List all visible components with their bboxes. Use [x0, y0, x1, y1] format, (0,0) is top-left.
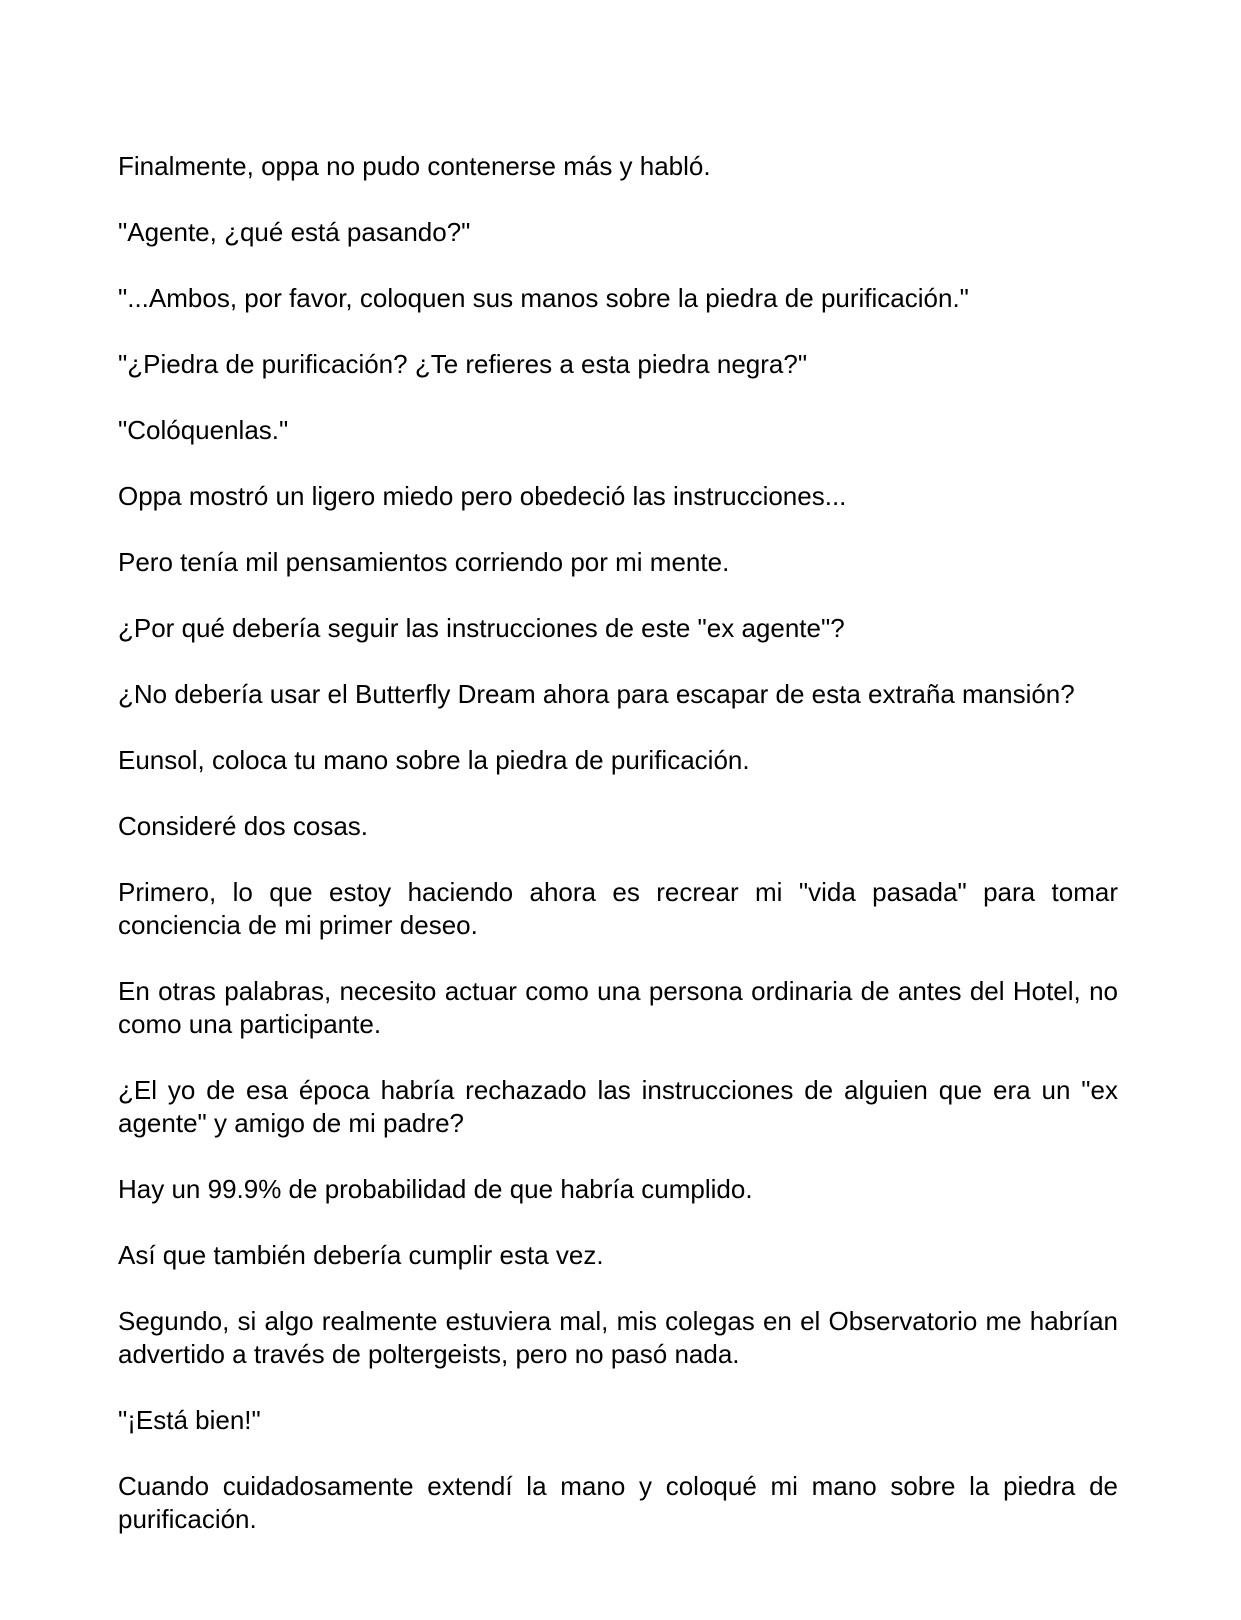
paragraph: Segundo, si algo realmente estuviera mal, mis colegas en el Observatorio me habrían advertido a través de poltergeists, pero no pasó nada.: [118, 1306, 1118, 1369]
paragraph: "Agente, ¿qué está pasando?": [118, 217, 471, 247]
paragraph: Finalmente, oppa no pudo contenerse más y habló.: [118, 151, 711, 181]
paragraph: Oppa mostró un ligero miedo pero obedeció las instrucciones...: [118, 481, 847, 511]
paragraph: ¿Por qué debería seguir las instrucciones de este "ex agente"?: [118, 613, 845, 643]
paragraph: "Colóquenlas.": [118, 415, 289, 445]
paragraph: ¿El yo de esa época habría rechazado las instrucciones de alguien que era un "ex agente" y amigo de mi padre?: [118, 1075, 1118, 1138]
paragraph: "...Ambos, por favor, coloquen sus manos sobre la piedra de purificación.": [118, 283, 969, 313]
paragraph: ¿No debería usar el Butterfly Dream ahora para escapar de esta extraña mansión?: [118, 679, 1075, 709]
paragraph: Hay un 99.9% de probabilidad de que habría cumplido.: [118, 1174, 753, 1204]
paragraph: "¡Está bien!": [118, 1405, 261, 1435]
paragraph: Cuando cuidadosamente extendí la mano y coloqué mi mano sobre la piedra de purificación.: [118, 1471, 1118, 1534]
document-body: [118, 150, 1118, 1536]
paragraph: Primero, lo que estoy haciendo ahora es recrear mi "vida pasada" para tomar conciencia de mi primer deseo.: [118, 877, 1118, 940]
paragraph: Eunsol, coloca tu mano sobre la piedra de purificación.: [118, 745, 750, 775]
paragraph: Pero tenía mil pensamientos corriendo por mi mente.: [118, 547, 730, 577]
paragraph: En otras palabras, necesito actuar como una persona ordinaria de antes del Hotel, no como una participante.: [118, 976, 1118, 1039]
paragraph: Así que también debería cumplir esta vez.: [118, 1240, 604, 1270]
paragraph: "¿Piedra de purificación? ¿Te refieres a esta piedra negra?": [118, 349, 808, 379]
paragraph: Consideré dos cosas.: [118, 811, 369, 841]
